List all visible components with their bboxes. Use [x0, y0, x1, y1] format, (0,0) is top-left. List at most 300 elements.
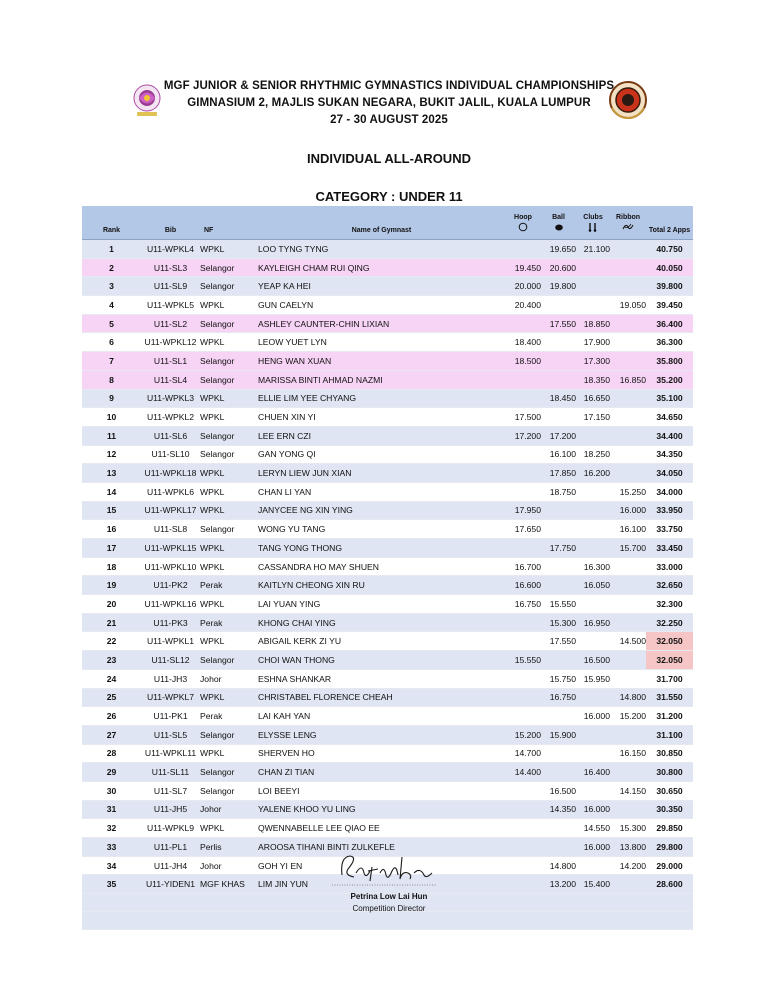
nf-cell: WPKL — [200, 632, 258, 651]
total-score-cell: 30.350 — [646, 800, 693, 819]
bib-cell: U11-JH3 — [141, 669, 200, 688]
total-score-cell: 33.950 — [646, 501, 693, 520]
clubs-score-cell: 16.950 — [576, 613, 610, 632]
hoop-score-cell: 20.000 — [505, 277, 541, 296]
ribbon-score-cell — [610, 763, 646, 782]
hoop-icon — [518, 222, 528, 232]
rank-cell: 5 — [82, 314, 141, 333]
total-score-cell: 29.850 — [646, 819, 693, 838]
hoop-score-cell: 18.500 — [505, 352, 541, 371]
ball-score-cell — [541, 763, 576, 782]
bib-cell: U11-WPKL12 — [141, 333, 200, 352]
ball-score-cell: 17.850 — [541, 464, 576, 483]
hoop-score-cell: 15.550 — [505, 651, 541, 670]
clubs-score-cell — [576, 781, 610, 800]
hoop-score-cell: 17.650 — [505, 520, 541, 539]
ribbon-score-cell — [610, 352, 646, 371]
ribbon-score-cell: 15.300 — [610, 819, 646, 838]
table-row — [82, 539, 693, 558]
hoop-score-cell: 15.200 — [505, 725, 541, 744]
gymnast-name-cell: CHAN ZI TIAN — [258, 763, 505, 782]
hoop-score-cell: 18.400 — [505, 333, 541, 352]
nf-cell: Selangor — [200, 277, 258, 296]
table-row — [82, 240, 693, 259]
clubs-score-cell — [576, 482, 610, 501]
ball-score-cell: 18.450 — [541, 389, 576, 408]
rank-cell: 21 — [82, 613, 141, 632]
ribbon-score-cell: 15.250 — [610, 482, 646, 501]
hoop-score-cell — [505, 464, 541, 483]
bib-cell: U11-SL4 — [141, 370, 200, 389]
total-score-cell: 31.200 — [646, 707, 693, 726]
rank-cell: 29 — [82, 763, 141, 782]
ribbon-score-cell — [610, 258, 646, 277]
ball-score-cell: 16.500 — [541, 781, 576, 800]
nf-cell: Johor — [200, 856, 258, 875]
col-name-header: Name of Gymnast — [258, 206, 505, 240]
table-row — [82, 595, 693, 614]
table-row — [82, 296, 693, 315]
table-row — [82, 688, 693, 707]
ball-score-cell: 15.550 — [541, 595, 576, 614]
hoop-score-cell: 17.200 — [505, 426, 541, 445]
bib-cell: U11-WPKL1 — [141, 632, 200, 651]
event-header — [0, 78, 778, 129]
gymnast-name-cell: ESHNA SHANKAR — [258, 669, 505, 688]
gymnast-name-cell: LIM JIN YUN — [258, 875, 505, 894]
rank-cell: 27 — [82, 725, 141, 744]
nf-cell: Selangor — [200, 763, 258, 782]
hoop-score-cell — [505, 688, 541, 707]
nf-cell: Perak — [200, 613, 258, 632]
rank-cell: 15 — [82, 501, 141, 520]
gymnast-name-cell: SHERVEN HO — [258, 744, 505, 763]
table-row — [82, 482, 693, 501]
ball-score-cell: 17.750 — [541, 539, 576, 558]
rank-cell: 32 — [82, 819, 141, 838]
table-row — [82, 632, 693, 651]
rank-cell: 20 — [82, 595, 141, 614]
col-total-header: Total 2 Apps — [646, 206, 693, 240]
nf-cell: MGF KHAS — [200, 875, 258, 894]
rank-cell: 18 — [82, 557, 141, 576]
hoop-score-cell — [505, 482, 541, 501]
hoop-score-cell — [505, 838, 541, 857]
rank-cell: 35 — [82, 875, 141, 894]
empty-row — [82, 912, 693, 930]
signatory-role: Competition Director — [352, 904, 426, 913]
hoop-score-cell — [505, 875, 541, 894]
col-ball-header — [541, 206, 576, 240]
total-score-cell: 40.750 — [646, 240, 693, 259]
event-title: MGF JUNIOR & SENIOR RHYTHMIC GYMNASTICS INDIVIDUAL CHAMPIONSHIPS — [163, 80, 615, 92]
ribbon-score-cell: 16.100 — [610, 520, 646, 539]
total-score-cell: 30.800 — [646, 763, 693, 782]
total-score-cell: 31.100 — [646, 725, 693, 744]
col-hoop-header — [505, 206, 541, 240]
event-venue: GIMNASIUM 2, MAJLIS SUKAN NEGARA, BUKIT JALIL, KUALA LUMPUR — [187, 97, 591, 109]
bib-cell: U11-WPKL2 — [141, 408, 200, 427]
gymnast-name-cell: HENG WAN XUAN — [258, 352, 505, 371]
table-row — [82, 800, 693, 819]
nf-cell: Selangor — [200, 651, 258, 670]
ribbon-score-cell — [610, 333, 646, 352]
ribbon-score-cell — [610, 595, 646, 614]
hoop-score-cell — [505, 240, 541, 259]
bib-cell: U11-SL2 — [141, 314, 200, 333]
total-score-cell: 30.850 — [646, 744, 693, 763]
table-row — [82, 389, 693, 408]
nf-cell: Perak — [200, 576, 258, 595]
table-row — [82, 445, 693, 464]
bib-cell: U11-SL6 — [141, 426, 200, 445]
ball-score-cell — [541, 838, 576, 857]
gymnast-name-cell: YALENE KHOO YU LING — [258, 800, 505, 819]
rank-cell: 33 — [82, 838, 141, 857]
clubs-score-cell — [576, 258, 610, 277]
bib-cell: U11-WPKL3 — [141, 389, 200, 408]
nf-cell: Perak — [200, 707, 258, 726]
bib-cell: U11-SL8 — [141, 520, 200, 539]
hoop-score-cell — [505, 669, 541, 688]
clubs-score-cell: 14.550 — [576, 819, 610, 838]
rank-cell: 30 — [82, 781, 141, 800]
bib-cell: U11-WPKL10 — [141, 557, 200, 576]
bib-cell: U11-WPKL11 — [141, 744, 200, 763]
ribbon-score-cell — [610, 651, 646, 670]
rank-cell: 24 — [82, 669, 141, 688]
total-score-cell: 32.250 — [646, 613, 693, 632]
results-title: INDIVIDUAL ALL-AROUND — [307, 151, 471, 166]
col-nf-header: NF — [200, 206, 258, 240]
col-clubs-header — [576, 206, 610, 240]
table-row — [82, 576, 693, 595]
gymnast-name-cell: MARISSA BINTI AHMAD NAZMI — [258, 370, 505, 389]
nf-cell: Selangor — [200, 426, 258, 445]
ribbon-score-cell: 14.500 — [610, 632, 646, 651]
bib-cell: U11-WPKL4 — [141, 240, 200, 259]
total-score-cell: 33.450 — [646, 539, 693, 558]
bib-cell: U11-WPKL15 — [141, 539, 200, 558]
rank-cell: 2 — [82, 258, 141, 277]
gymnast-name-cell: CHAN LI YAN — [258, 482, 505, 501]
bib-cell: U11-WPKL16 — [141, 595, 200, 614]
table-row — [82, 651, 693, 670]
nf-cell: WPKL — [200, 408, 258, 427]
hoop-score-cell: 16.600 — [505, 576, 541, 595]
clubs-score-cell — [576, 595, 610, 614]
ribbon-score-cell — [610, 669, 646, 688]
gymnast-name-cell: LOI BEEYI — [258, 781, 505, 800]
clubs-score-cell: 18.250 — [576, 445, 610, 464]
ribbon-score-cell: 16.150 — [610, 744, 646, 763]
nf-cell: WPKL — [200, 240, 258, 259]
bib-cell: U11-YIDEN1 — [141, 875, 200, 894]
gymnast-name-cell: TANG YONG THONG — [258, 539, 505, 558]
nf-cell: Johor — [200, 800, 258, 819]
nf-cell: WPKL — [200, 389, 258, 408]
ball-score-cell — [541, 333, 576, 352]
gymnast-name-cell: LAI KAH YAN — [258, 707, 505, 726]
nf-cell: WPKL — [200, 464, 258, 483]
ribbon-score-cell — [610, 725, 646, 744]
clubs-score-cell — [576, 277, 610, 296]
ribbon-score-cell: 14.200 — [610, 856, 646, 875]
gymnast-name-cell: LERYN LIEW JUN XIAN — [258, 464, 505, 483]
total-score-cell: 40.050 — [646, 258, 693, 277]
gymnast-name-cell: CHUEN XIN YI — [258, 408, 505, 427]
nf-cell: Selangor — [200, 314, 258, 333]
total-score-cell: 32.050 — [646, 632, 693, 651]
bib-cell: U11-WPKL18 — [141, 464, 200, 483]
ball-score-cell: 14.800 — [541, 856, 576, 875]
clubs-score-cell: 16.200 — [576, 464, 610, 483]
nf-cell: WPKL — [200, 539, 258, 558]
table-row — [82, 819, 693, 838]
ball-score-cell — [541, 744, 576, 763]
ribbon-score-cell: 14.800 — [610, 688, 646, 707]
ball-score-cell: 16.100 — [541, 445, 576, 464]
rank-cell: 25 — [82, 688, 141, 707]
ribbon-score-cell — [610, 277, 646, 296]
clubs-score-cell — [576, 501, 610, 520]
event-dates: 27 - 30 AUGUST 2025 — [330, 114, 448, 126]
ribbon-score-cell — [610, 875, 646, 894]
hoop-score-cell: 19.450 — [505, 258, 541, 277]
total-score-cell: 31.550 — [646, 688, 693, 707]
ball-score-cell — [541, 557, 576, 576]
total-score-cell: 32.050 — [646, 651, 693, 670]
ribbon-score-cell — [610, 557, 646, 576]
rank-cell: 16 — [82, 520, 141, 539]
rank-cell: 14 — [82, 482, 141, 501]
ball-score-cell: 19.800 — [541, 277, 576, 296]
clubs-score-cell: 16.500 — [576, 651, 610, 670]
clubs-score-cell: 17.900 — [576, 333, 610, 352]
ball-score-cell — [541, 651, 576, 670]
bib-cell: U11-PK2 — [141, 576, 200, 595]
rank-cell: 17 — [82, 539, 141, 558]
hoop-score-cell — [505, 314, 541, 333]
nf-cell: WPKL — [200, 595, 258, 614]
total-score-cell: 34.000 — [646, 482, 693, 501]
rank-cell: 8 — [82, 370, 141, 389]
total-score-cell: 30.650 — [646, 781, 693, 800]
gymnast-name-cell: AROOSA TIHANI BINTI ZULKEFLE — [258, 838, 505, 857]
clubs-score-cell: 17.300 — [576, 352, 610, 371]
total-score-cell: 39.800 — [646, 277, 693, 296]
hoop-score-cell: 14.700 — [505, 744, 541, 763]
results-body — [82, 240, 693, 930]
clubs-score-cell — [576, 539, 610, 558]
rank-cell: 9 — [82, 389, 141, 408]
gymnast-name-cell: QWENNABELLE LEE QIAO EE — [258, 819, 505, 838]
ball-score-cell: 17.550 — [541, 632, 576, 651]
total-score-cell: 34.350 — [646, 445, 693, 464]
ball-score-cell: 15.750 — [541, 669, 576, 688]
rank-cell: 11 — [82, 426, 141, 445]
rank-cell: 31 — [82, 800, 141, 819]
table-row — [82, 258, 693, 277]
nf-cell: Perlis — [200, 838, 258, 857]
ribbon-score-cell: 15.700 — [610, 539, 646, 558]
clubs-score-cell: 16.300 — [576, 557, 610, 576]
nf-cell: WPKL — [200, 688, 258, 707]
table-row — [82, 277, 693, 296]
clubs-score-cell: 15.400 — [576, 875, 610, 894]
gymnast-name-cell: GOH YI EN — [258, 856, 505, 875]
rank-cell: 26 — [82, 707, 141, 726]
total-score-cell: 31.700 — [646, 669, 693, 688]
total-score-cell: 35.800 — [646, 352, 693, 371]
rank-cell: 3 — [82, 277, 141, 296]
empty-cell — [82, 912, 693, 930]
ball-score-cell: 18.750 — [541, 482, 576, 501]
clubs-score-cell — [576, 688, 610, 707]
ribbon-score-cell — [610, 576, 646, 595]
gymnast-name-cell: ASHLEY CAUNTER-CHIN LIXIAN — [258, 314, 505, 333]
gymnast-name-cell: YEAP KA HEI — [258, 277, 505, 296]
rank-cell: 13 — [82, 464, 141, 483]
table-row — [82, 352, 693, 371]
rank-cell: 34 — [82, 856, 141, 875]
gymnast-name-cell: LOO TYNG TYNG — [258, 240, 505, 259]
gymnast-name-cell: CHRISTABEL FLORENCE CHEAH — [258, 688, 505, 707]
ball-score-cell: 14.350 — [541, 800, 576, 819]
rank-cell: 19 — [82, 576, 141, 595]
nf-cell: WPKL — [200, 557, 258, 576]
category-label: CATEGORY : UNDER 11 — [315, 189, 463, 204]
clubs-score-cell: 17.150 — [576, 408, 610, 427]
clubs-score-cell: 16.000 — [576, 707, 610, 726]
total-score-cell: 29.000 — [646, 856, 693, 875]
nf-cell: WPKL — [200, 501, 258, 520]
clubs-score-cell: 16.050 — [576, 576, 610, 595]
clubs-score-cell: 18.850 — [576, 314, 610, 333]
nf-cell: WPKL — [200, 296, 258, 315]
clubs-score-cell: 16.400 — [576, 763, 610, 782]
total-score-cell: 34.400 — [646, 426, 693, 445]
ball-score-cell: 13.200 — [541, 875, 576, 894]
ribbon-score-cell — [610, 408, 646, 427]
ribbon-icon — [622, 222, 634, 232]
ribbon-label: Ribbon — [615, 214, 641, 221]
hoop-score-cell — [505, 632, 541, 651]
gymnast-name-cell: KAYLEIGH CHAM RUI QING — [258, 258, 505, 277]
clubs-score-cell: 16.000 — [576, 838, 610, 857]
clubs-icon — [587, 222, 599, 232]
total-score-cell: 32.650 — [646, 576, 693, 595]
rank-cell: 7 — [82, 352, 141, 371]
rank-cell: 1 — [82, 240, 141, 259]
clubs-score-cell — [576, 744, 610, 763]
table-row — [82, 370, 693, 389]
ribbon-score-cell: 13.800 — [610, 838, 646, 857]
ball-score-cell — [541, 576, 576, 595]
nf-cell: Selangor — [200, 370, 258, 389]
gymnast-name-cell: GUN CAELYN — [258, 296, 505, 315]
bib-cell: U11-SL3 — [141, 258, 200, 277]
ball-score-cell — [541, 819, 576, 838]
ribbon-score-cell — [610, 445, 646, 464]
clubs-score-cell — [576, 296, 610, 315]
hoop-score-cell — [505, 856, 541, 875]
clubs-score-cell — [576, 725, 610, 744]
nf-cell: WPKL — [200, 819, 258, 838]
clubs-score-cell — [576, 520, 610, 539]
ball-score-cell: 17.200 — [541, 426, 576, 445]
table-row — [82, 408, 693, 427]
gymnast-name-cell: LEE ERN CZI — [258, 426, 505, 445]
ball-score-cell: 17.550 — [541, 314, 576, 333]
total-score-cell: 32.300 — [646, 595, 693, 614]
table-row — [82, 669, 693, 688]
ball-score-cell: 15.900 — [541, 725, 576, 744]
bib-cell: U11-SL7 — [141, 781, 200, 800]
gymnast-name-cell: KAITLYN CHEONG XIN RU — [258, 576, 505, 595]
hoop-score-cell: 16.750 — [505, 595, 541, 614]
nf-cell: Johor — [200, 669, 258, 688]
gymnast-name-cell: ELLIE LIM YEE CHYANG — [258, 389, 505, 408]
rank-cell: 12 — [82, 445, 141, 464]
bib-cell: U11-WPKL5 — [141, 296, 200, 315]
hoop-score-cell: 17.950 — [505, 501, 541, 520]
nf-cell: Selangor — [200, 781, 258, 800]
nf-cell: Selangor — [200, 725, 258, 744]
hoop-score-cell — [505, 781, 541, 800]
total-score-cell: 29.800 — [646, 838, 693, 857]
ball-score-cell: 16.750 — [541, 688, 576, 707]
ribbon-score-cell — [610, 426, 646, 445]
ball-icon — [554, 222, 564, 232]
total-score-cell: 34.050 — [646, 464, 693, 483]
nf-cell: Selangor — [200, 520, 258, 539]
col-rank-header: Rank — [82, 206, 141, 240]
table-row — [82, 464, 693, 483]
ribbon-score-cell — [610, 314, 646, 333]
gymnast-name-cell: CHOI WAN THONG — [258, 651, 505, 670]
signatory-name: Petrina Low Lai Hun — [350, 892, 428, 901]
bib-cell: U11-JH5 — [141, 800, 200, 819]
gymnast-name-cell: WONG YU TANG — [258, 520, 505, 539]
hoop-label: Hoop — [514, 214, 532, 221]
clubs-score-cell: 18.350 — [576, 370, 610, 389]
ribbon-score-cell — [610, 240, 646, 259]
hoop-score-cell: 16.700 — [505, 557, 541, 576]
bib-cell: U11-SL9 — [141, 277, 200, 296]
total-score-cell: 33.750 — [646, 520, 693, 539]
hoop-score-cell — [505, 539, 541, 558]
table-row — [82, 426, 693, 445]
clubs-score-cell: 16.000 — [576, 800, 610, 819]
hoop-score-cell: 20.400 — [505, 296, 541, 315]
clubs-score-cell — [576, 856, 610, 875]
ball-score-cell: 15.300 — [541, 613, 576, 632]
hoop-score-cell — [505, 389, 541, 408]
ball-label: Ball — [552, 214, 565, 221]
bib-cell: U11-WPKL17 — [141, 501, 200, 520]
bib-cell: U11-WPKL9 — [141, 819, 200, 838]
rank-cell: 6 — [82, 333, 141, 352]
total-score-cell: 34.650 — [646, 408, 693, 427]
table-row — [82, 314, 693, 333]
hoop-score-cell — [505, 800, 541, 819]
total-score-cell: 28.600 — [646, 875, 693, 894]
gymnast-name-cell: ABIGAIL KERK ZI YU — [258, 632, 505, 651]
clubs-score-cell: 21.100 — [576, 240, 610, 259]
rank-cell: 28 — [82, 744, 141, 763]
ribbon-score-cell: 16.000 — [610, 501, 646, 520]
